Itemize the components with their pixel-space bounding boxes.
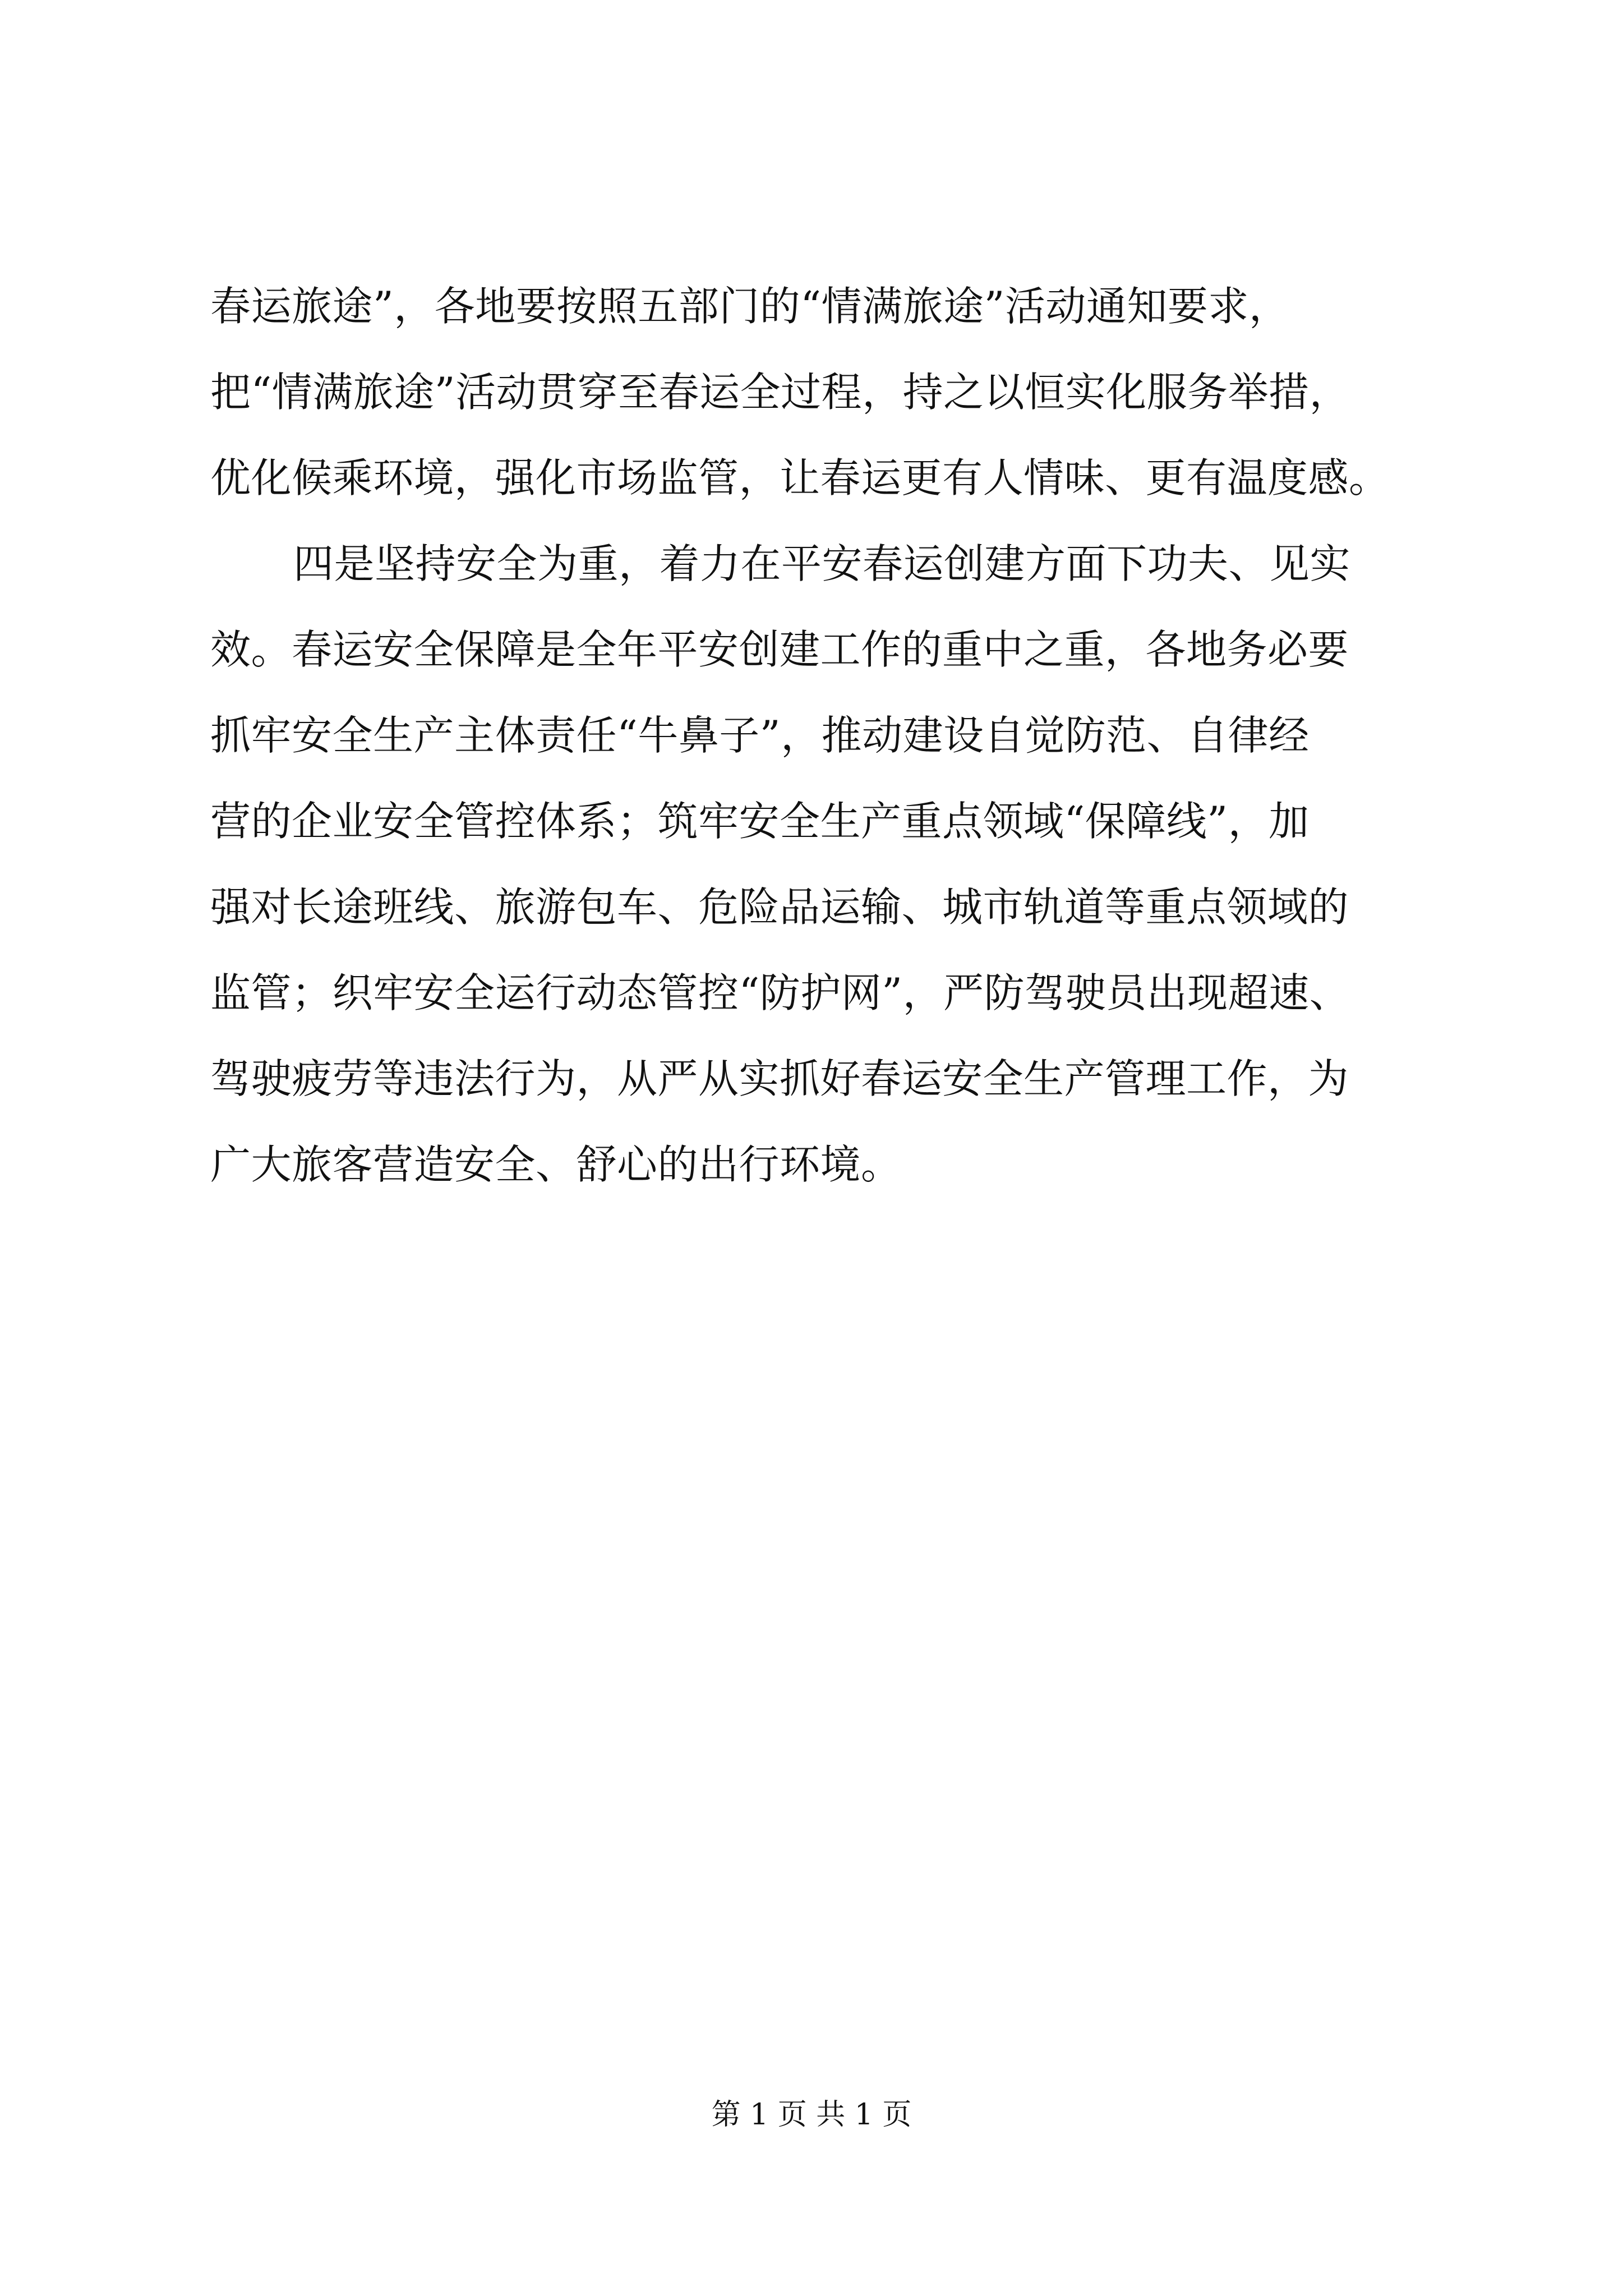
text-line: 优化候乘环境，强化市场监管，让春运更有人情味、更有温度感。 — [210, 454, 1390, 501]
text-line: 把“情满旅途”活动贯穿至春运全过程，持之以恒实化服务举措， — [210, 369, 1350, 416]
text-line: 强对长途班线、旅游包车、危险品运输、城市轨道等重点领域的 — [210, 884, 1349, 931]
text-line: 抓牢安全生产主体责任“牛鼻子”，推动建设自觉防范、自律经 — [210, 712, 1310, 759]
document-body — [210, 264, 1422, 1208]
text-line: 四是坚持安全为重，着力在平安春运创建方面下功夫、见实 — [293, 540, 1351, 587]
text-line: 驾驶疲劳等违法行为，从严从实抓好春运安全生产管理工作，为 — [210, 1055, 1349, 1102]
text-line: 广大旅客营造安全、舒心的出行环境。 — [210, 1141, 902, 1188]
text-line: 监管；织牢安全运行动态管控“防护网”，严防驾驶员出现超速、 — [210, 969, 1350, 1016]
text-line: 效。春运安全保障是全年平安创建工作的重中之重，各地务必要 — [210, 626, 1349, 673]
page-number-footer: 第 1 页 共 1 页 — [711, 2098, 912, 2132]
text-line: 春运旅途”，各地要按照五部门的“情满旅途”活动通知要求， — [210, 283, 1290, 330]
text-line: 营的企业安全管控体系；筑牢安全生产重点领域“保障线”，加 — [210, 798, 1310, 845]
